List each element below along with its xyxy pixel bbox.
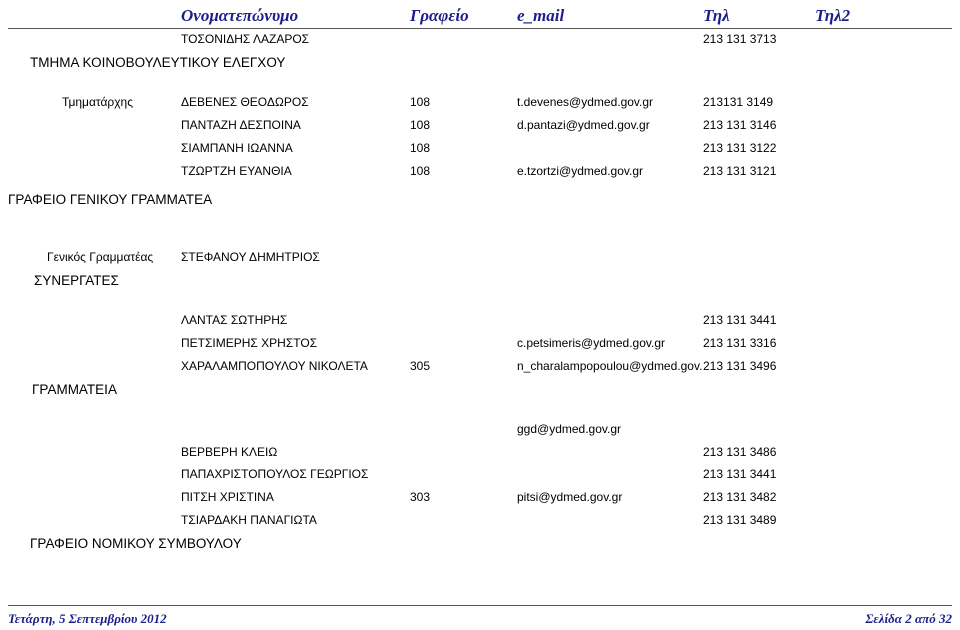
row-name: ΣΙΑΜΠΑΝΗ ΙΩΑΝΝΑ (181, 141, 293, 155)
footer-page-number: Σελίδα 2 από 32 (865, 611, 952, 626)
row-phone: 213131 3149 (703, 95, 774, 109)
row-phone: 213 131 3316 (703, 336, 777, 350)
row-phone: 213 131 3482 (703, 490, 777, 504)
row-phone: 213 131 3489 (703, 513, 777, 527)
row-email[interactable]: d.pantazi@ydmed.gov.gr (517, 118, 650, 132)
row-name: ΤΖΩΡΤΖΗ ΕΥΑΝΘΙΑ (181, 164, 292, 178)
footer-rule (8, 605, 952, 606)
row-phone: 213 131 3486 (703, 445, 777, 459)
row-name: ΤΣΙΑΡΔΑΚΗ ΠΑΝΑΓΙΩΤΑ (181, 513, 317, 527)
row-phone: 213 131 3496 (703, 359, 777, 373)
row-name: ΒΕΡΒΕΡΗ ΚΛΕΙΩ (181, 445, 278, 459)
role-label: Τμηματάρχης (62, 95, 133, 109)
footer-date: Τετάρτη, 5 Σεπτεμβρίου 2012 (8, 611, 167, 626)
row-office: 108 (410, 118, 431, 132)
role-label: Γενικός Γραμματέας (47, 250, 154, 264)
row-email[interactable]: pitsi@ydmed.gov.gr (517, 490, 623, 504)
col-header-name: Ονοματεπώνυμο (181, 6, 299, 25)
header-rule (8, 28, 952, 29)
row-name: ΔΕΒΕΝΕΣ ΘΕΟΔΩΡΟΣ (181, 95, 309, 109)
section-title: ΓΡΑΦΕΙΟ ΓΕΝΙΚΟΥ ΓΡΑΜΜΑΤΕΑ (8, 192, 213, 207)
row-office: 108 (410, 164, 431, 178)
row-name: ΠΑΠΑΧΡΙΣΤΟΠΟΥΛΟΣ ΓΕΩΡΓΙΟΣ (181, 467, 369, 481)
row-name: ΠΕΤΣΙΜΕΡΗΣ ΧΡΗΣΤΟΣ (181, 336, 318, 350)
row-name: ΠΑΝΤΑΖΗ ΔΕΣΠΟΙΝΑ (181, 118, 301, 132)
row-phone: 213 131 3441 (703, 467, 777, 481)
col-header-office: Γραφείο (410, 6, 469, 25)
section-title: ΓΡΑΦΕΙΟ ΝΟΜΙΚΟΥ ΣΥΜΒΟΥΛΟΥ (30, 536, 242, 551)
col-header-phone2: Τηλ2 (815, 6, 851, 25)
row-phone: 213 131 3122 (703, 141, 777, 155)
row-name: ΛΑΝΤΑΣ ΣΩΤΗΡΗΣ (181, 313, 288, 327)
section-title: ΤΜΗΜΑ ΚΟΙΝΟΒΟΥΛΕΥΤΙΚΟΥ ΕΛΕΓΧΟΥ (30, 55, 286, 70)
section-title: ΣΥΝΕΡΓΑΤΕΣ (34, 273, 119, 288)
row-email[interactable]: e.tzortzi@ydmed.gov.gr (517, 164, 644, 178)
row-phone: 213 131 3121 (703, 164, 777, 178)
row-phone: 213 131 3713 (703, 32, 777, 46)
row-phone: 213 131 3441 (703, 313, 777, 327)
row-office: 108 (410, 95, 431, 109)
row-email[interactable]: t.devenes@ydmed.gov.gr (517, 95, 654, 109)
row-email[interactable]: c.petsimeris@ydmed.gov.gr (517, 336, 666, 350)
row-name: ΤΟΣΟΝΙΔΗΣ ΛΑΖΑΡΟΣ (181, 32, 310, 46)
section-title: ΓΡΑΜΜΑΤΕΙΑ (32, 382, 117, 397)
row-office: 303 (410, 490, 431, 504)
col-header-email: e_mail (517, 6, 565, 25)
row-name: ΣΤΕΦΑΝΟΥ ΔΗΜΗΤΡΙΟΣ (181, 250, 320, 264)
section-email[interactable]: ggd@ydmed.gov.gr (517, 422, 622, 436)
col-header-phone: Τηλ (703, 6, 730, 25)
row-name: ΠΙΤΣΗ ΧΡΙΣΤΙΝΑ (181, 490, 274, 504)
row-phone: 213 131 3146 (703, 118, 777, 132)
row-office: 108 (410, 141, 431, 155)
row-office: 305 (410, 359, 431, 373)
row-email[interactable]: n_charalampopoulou@ydmed.gov. (517, 359, 703, 373)
row-name: ΧΑΡΑΛΑΜΠΟΠΟΥΛΟΥ ΝΙΚΟΛΕΤΑ (181, 359, 368, 373)
